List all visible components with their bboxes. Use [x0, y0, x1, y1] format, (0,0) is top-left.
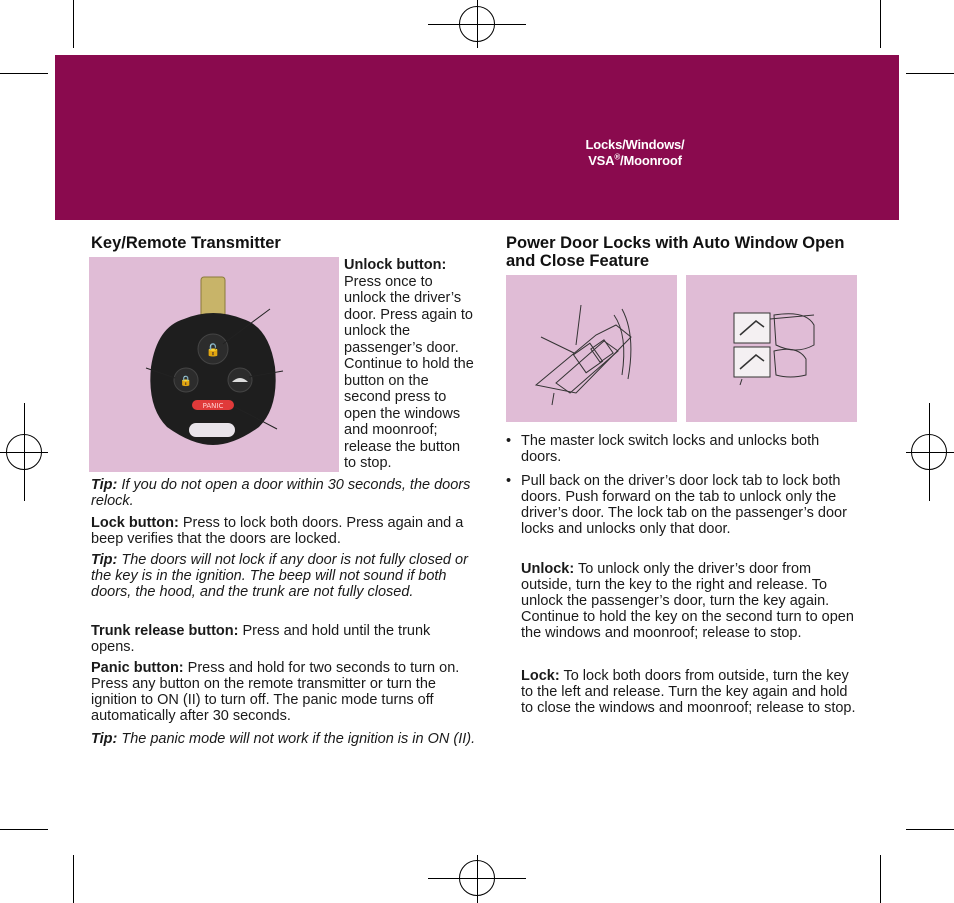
- door-lock-tab-illustration: [686, 275, 857, 422]
- crop-mark: [880, 0, 881, 48]
- unlock-button-label: Unlock button:: [344, 257, 447, 273]
- section-tag-line1: Locks/Windows/: [585, 137, 685, 152]
- crop-mark: [906, 829, 954, 830]
- unlock-button-description: Unlock button: Press once to unlock the driver’s door. Press again to unlock the passenger’s door. Continue to hold the button on the second press to open the windows and moonroof; release the button to stop.: [344, 257, 474, 471]
- power-door-locks-title: Power Door Locks with Auto Window Open and Close Feature: [506, 234, 845, 270]
- bullet-master-lock: • The master lock switch locks and unlocks both doors.: [506, 433, 862, 465]
- lock-button-description: Lock button: Press to lock both doors. Press again and a beep verifies that the doors are locked.: [91, 515, 464, 547]
- section-tag: [560, 137, 710, 169]
- tip-doors-not-lock: Tip: The doors will not lock if any door is not fully closed or the key is in the ignition. The beep will not sound if both doors, the hood, and the trunk are not fully closed.: [91, 552, 468, 600]
- panic-button-description: Panic button: Press and hold for two seconds to turn on. Press any button on the remote transmitter or turn the ignition to ON (II) to turn off. The panic mode turns off automatically after 30 seconds.: [91, 660, 460, 724]
- trunk-release-description: Trunk release button: Press and hold until the trunk opens.: [91, 623, 431, 655]
- door-lock-tab-image: [686, 275, 857, 422]
- tip-relock: Tip: If you do not open a door within 30 seconds, the doors relock.: [91, 477, 471, 509]
- crop-mark: [0, 73, 48, 74]
- crop-mark: [906, 73, 954, 74]
- key-fob-image: [89, 257, 339, 472]
- key-fob-illustration: [89, 257, 339, 472]
- outside-unlock-description: Unlock: To unlock only the driver’s door from outside, turn the key to the right and release. To unlock the passenger’s door, turn the key again. Continue to hold the key on the second turn to open the windows and moonroof; release to stop.: [521, 561, 854, 641]
- door-lock-bullets: [506, 433, 862, 545]
- crop-mark: [73, 855, 74, 903]
- svg-text:🔓: 🔓: [205, 343, 221, 357]
- header-band: [55, 55, 899, 220]
- tip-panic-mode: Tip: The panic mode will not work if the ignition is in ON (II).: [91, 731, 476, 747]
- master-lock-switch-illustration: [506, 275, 677, 422]
- crop-mark: [880, 855, 881, 903]
- master-lock-switch-image: [506, 275, 677, 422]
- key-panic-label: PANIC: [202, 402, 224, 410]
- bullet-lock-tab: • Pull back on the driver’s door lock tab to lock both doors. Push forward on the tab to unlock only the driver’s door. The lock tab on the passenger’s door locks and unlocks only that door.: [506, 473, 862, 537]
- svg-text:🔒: 🔒: [179, 376, 193, 387]
- key-remote-title: Key/Remote Transmitter: [91, 234, 281, 252]
- crop-mark: [73, 0, 74, 48]
- outside-lock-description: Lock: To lock both doors from outside, turn the key to the left and release. Turn the key again and hold to close the windows and moonroof; release to stop.: [521, 668, 856, 716]
- crop-mark: [0, 829, 48, 830]
- section-tag-line2: VSA®/Moonroof: [588, 152, 682, 168]
